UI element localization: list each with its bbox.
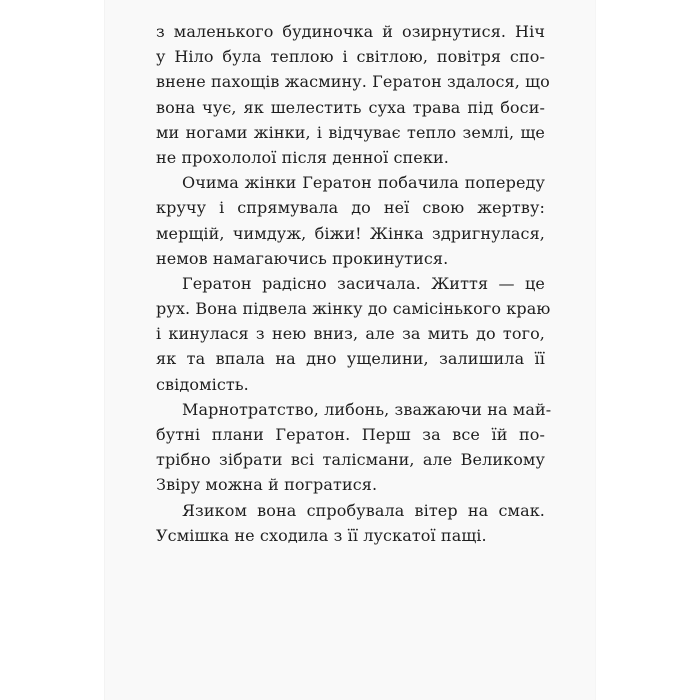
text-line: Язиком вона спробувала вітер на смак. <box>182 500 545 520</box>
text-line: і кинулася з нею вниз, але за мить до того, <box>156 324 545 344</box>
text-line: бутні плани Гератон. Перш за все їй по- <box>156 425 545 444</box>
text-line: рух. Вона підвела жінку до самісінького краю <box>156 299 551 319</box>
text-line: свідомість. <box>156 374 249 394</box>
paragraph <box>156 19 550 170</box>
paragraph <box>156 271 551 397</box>
text-line: внене пахощів жасмину. Гератон здалося, що <box>156 72 550 92</box>
text-line: вона чує, як шелестить суха трава під боси- <box>156 97 545 117</box>
text-line: не прохололої після денної спеки. <box>156 147 449 167</box>
text-line: ми ногами жінки, і відчуває тепло землі, ще <box>156 122 545 142</box>
paragraph <box>156 397 552 498</box>
text-line: Усмішка не сходила з її лускатої пащі. <box>156 525 487 545</box>
text-line: мерщій, чимдуж, біжи! Жінка здригнулася, <box>156 223 545 243</box>
text-line: Звіру можна й погратися. <box>156 475 378 495</box>
text-line: немов намагаючись прокинутися. <box>156 248 449 268</box>
text-line: Гератон радісно засичала. Життя — це <box>182 273 545 293</box>
text-line: трібно зібрати всі талісмани, але Великому <box>156 450 545 470</box>
text-line: Очима жінки Гератон побачила попереду <box>182 173 545 193</box>
text-line: як та впала на дно ущелини, залишила її <box>156 349 545 369</box>
text-line: Марнотратство, либонь, зважаючи на май- <box>182 399 552 419</box>
page-text <box>156 19 552 548</box>
book-page <box>105 0 595 700</box>
paragraph <box>156 170 545 271</box>
paragraph <box>156 498 545 548</box>
text-line: кручу і спрямувала до неї свою жертву: <box>156 198 545 218</box>
text-line: у Ніло була теплою і світлою, повітря спо- <box>156 47 545 67</box>
text-line: з маленького будиночка й озирнутися. Ніч <box>156 22 545 41</box>
